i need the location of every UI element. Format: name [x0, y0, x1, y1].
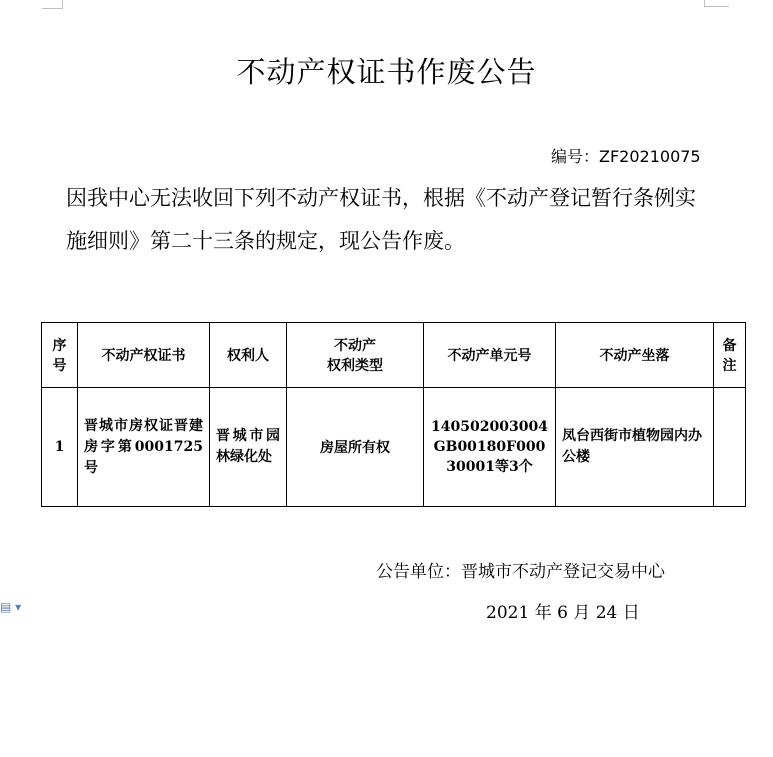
page-corner-mark-right: [704, 0, 729, 7]
cell-remark: [714, 388, 746, 507]
header-unit-no: 不动产单元号: [424, 323, 556, 388]
page-corner-mark-left: [42, 0, 63, 9]
page-title: 不动产权证书作废公告: [236, 55, 537, 89]
cell-location: 凤台西街市植物园内办公楼: [556, 388, 714, 507]
issue-date: 2021 年 6 月 24 日: [486, 603, 640, 623]
header-location: 不动产坐落: [556, 323, 714, 388]
header-index: 序号: [42, 323, 78, 388]
header-holder: 权利人: [210, 323, 287, 388]
header-right-type: 不动产 权利类型: [287, 323, 424, 388]
cell-unit-no: 140502003004GB00180F00030001等3个: [424, 388, 556, 507]
announcement-body: 因我中心无法收回下列不动产权证书，根据《不动产登记暂行条例实施细则》第二十三条的规定，现公告作废。: [66, 186, 696, 253]
issuer-line: 公告单位：晋城市不动产登记交易中心: [376, 562, 665, 582]
document-icon[interactable]: ▤ ▾: [0, 600, 22, 614]
cell-certificate: 晋城市房权证晋建房字第0001725号: [78, 388, 210, 507]
table-row: [42, 388, 746, 507]
table-header-row: [42, 323, 746, 388]
header-certificate: 不动产权证书: [78, 323, 210, 388]
certificate-table: [41, 322, 746, 507]
document-number: 编号：ZF20210075: [551, 147, 701, 166]
cell-right-type: 房屋所有权: [287, 388, 424, 507]
header-remark: 备注: [714, 323, 746, 388]
cell-index: 1: [42, 388, 78, 507]
cell-holder: 晋城市园林绿化处: [210, 388, 287, 507]
